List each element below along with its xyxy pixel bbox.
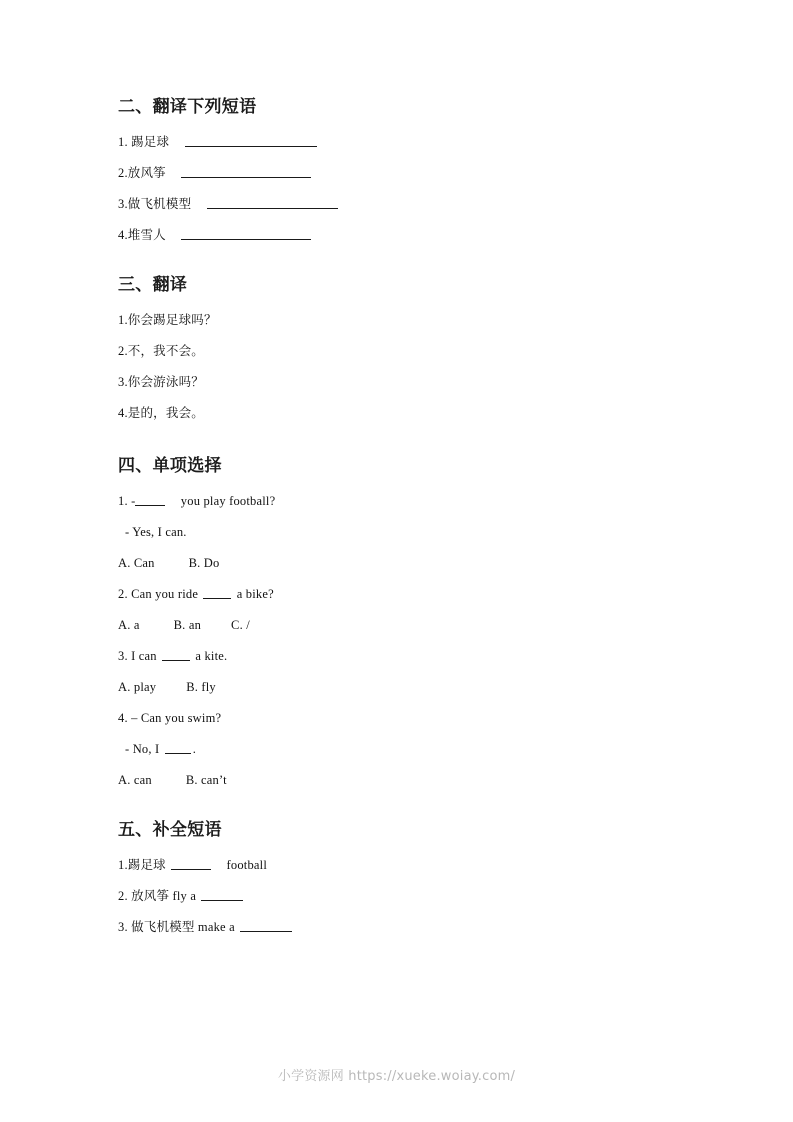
answer-blank[interactable] <box>181 166 311 178</box>
item-label: 1.踢足球 <box>118 858 166 872</box>
question-4-stem: 4. – Can you swim? <box>118 711 222 725</box>
section-spacer <box>118 421 678 455</box>
question-4-answer <box>118 741 678 757</box>
section-spacer <box>118 243 678 274</box>
question-4-blank[interactable] <box>165 742 191 754</box>
question-1-stem-post: you play football? <box>180 494 276 508</box>
question-2-options <box>118 617 678 633</box>
question-3-options <box>118 679 678 695</box>
section-three-heading: 三、翻译 <box>118 275 188 295</box>
question-3-stem-post: a kite. <box>195 649 228 663</box>
question-4-answer-pre: - No, I <box>125 742 160 756</box>
item-label: 2. 放风筝 fly a <box>118 889 197 903</box>
answer-blank[interactable] <box>201 889 243 901</box>
question-2-blank[interactable] <box>203 587 231 599</box>
section-two-heading: 二、翻译下列短语 <box>118 97 257 117</box>
item-label: 4.堆雪人 <box>118 228 166 242</box>
question-1-option-b[interactable]: B. Do <box>188 556 220 570</box>
section-five-item-1 <box>118 857 678 873</box>
section-four-heading: 四、单项选择 <box>118 456 222 476</box>
answer-blank[interactable] <box>207 197 338 209</box>
section-three-item-3: 3.你会游泳吗？ <box>118 375 204 389</box>
question-1-stem-pre: 1. - <box>118 494 136 508</box>
answer-blank[interactable] <box>240 920 292 932</box>
footer-watermark: 小学资源网 https://xueke.woiay.com/ <box>277 1069 516 1084</box>
question-4-options <box>118 772 678 788</box>
section-three-item-2: 2.不，我不会。 <box>118 344 204 358</box>
answer-blank[interactable] <box>181 228 311 240</box>
section-five-item-2 <box>118 888 678 904</box>
question-3-option-b[interactable]: B. fly <box>186 680 216 694</box>
question-2-option-a[interactable]: A. a <box>118 618 140 632</box>
section-two <box>118 96 678 243</box>
question-3-option-a[interactable]: A. play <box>118 680 157 694</box>
section-five-item-3 <box>118 919 678 935</box>
section-two-item-3 <box>118 196 678 212</box>
item-label: 1. 踢足球 <box>118 135 170 149</box>
answer-blank[interactable] <box>185 135 317 147</box>
question-2-stem <box>118 586 678 602</box>
section-five <box>118 819 678 935</box>
section-three-item-1: 1.你会踢足球吗？ <box>118 313 217 327</box>
question-1-option-a[interactable]: A. Can <box>118 556 155 570</box>
question-4-answer-post: . <box>192 742 197 756</box>
answer-blank[interactable] <box>171 858 211 870</box>
section-two-item-1 <box>118 134 678 150</box>
item-label: 3.做飞机模型 <box>118 197 192 211</box>
section-four <box>118 455 678 788</box>
question-2-stem-post: a bike? <box>236 587 274 601</box>
item-label: 2.放风筝 <box>118 166 166 180</box>
question-3-stem <box>118 648 678 664</box>
section-two-item-2 <box>118 165 678 181</box>
section-spacer <box>118 788 678 819</box>
question-1-stem <box>118 493 678 509</box>
question-1-blank[interactable] <box>135 494 165 506</box>
question-3-stem-pre: 3. I can <box>118 649 157 663</box>
item-suffix: football <box>226 858 268 872</box>
question-1-options <box>118 555 678 571</box>
section-three <box>118 274 678 421</box>
section-two-item-4 <box>118 227 678 243</box>
worksheet-content <box>118 96 678 935</box>
question-3-blank[interactable] <box>162 649 190 661</box>
question-2-option-b[interactable]: B. an <box>173 618 202 632</box>
question-2-option-c[interactable]: C. / <box>231 618 250 632</box>
item-label: 3. 做飞机模型 make a <box>118 920 235 934</box>
question-4-option-b[interactable]: B. can’t <box>185 773 227 787</box>
question-2-stem-pre: 2. Can you ride <box>118 587 199 601</box>
question-1-answer: - Yes, I can. <box>125 525 187 539</box>
section-three-item-4: 4.是的，我会。 <box>118 406 204 420</box>
section-five-heading: 五、补全短语 <box>118 820 222 840</box>
question-4-option-a[interactable]: A. can <box>118 773 152 787</box>
